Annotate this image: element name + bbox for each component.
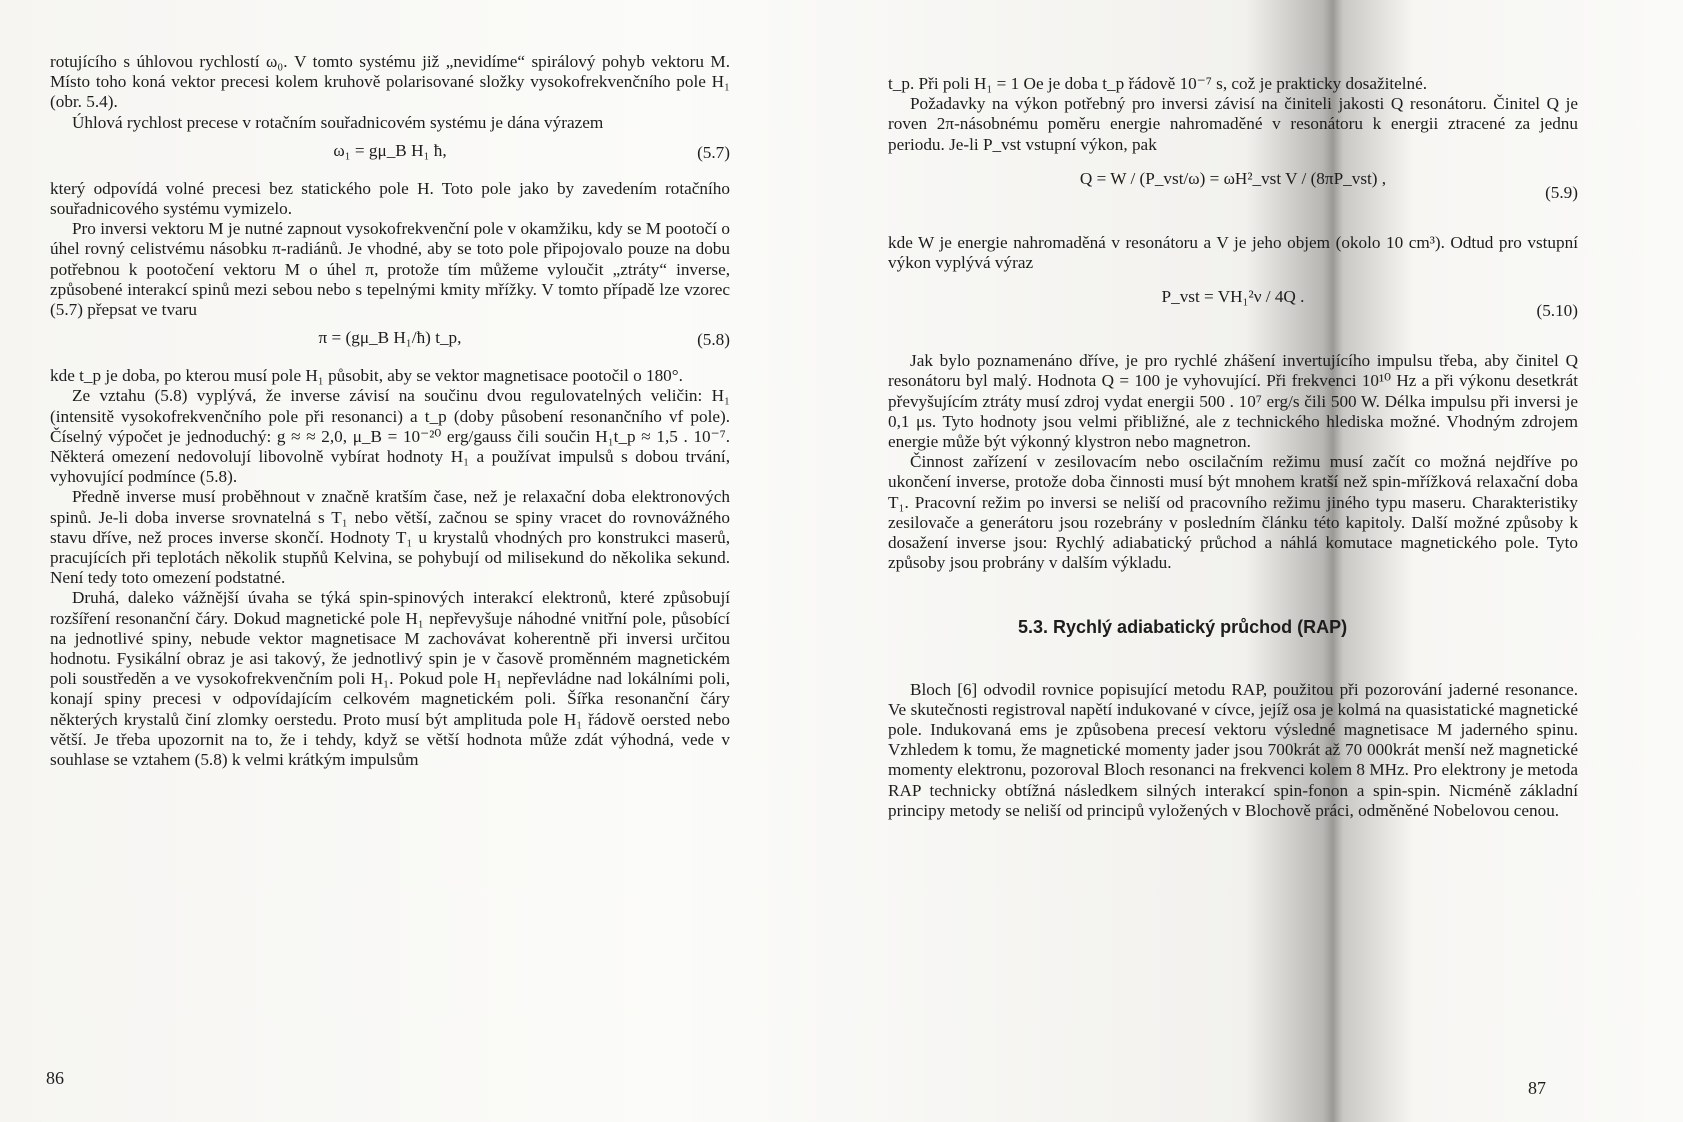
paragraph: Jak bylo poznamenáno dříve, je pro rychlé zhášení invertujícího impulsu třeba, aby činitel Q resonátoru byl malý. Hodnota Q = 100 je vyhovující. Při frekvenci 10¹⁰ Hz a při výkonu desetkrát převyšujícím ztráty musí zdroj vydat energii 500 . 10⁷ erg/s čili 500 W. Délka impulsu při inversi je 0,1 μs. Tyto hodnoty jsou velmi přibližné, ale z technického hlediska možné. Vhodným zdrojem energie může být výkonný klystron nebo magnetron. (888, 351, 1578, 452)
equation-formula: ω₁ = gμ_B H₁ ħ, (333, 140, 447, 160)
equation-5-7 (50, 141, 730, 167)
paragraph: který odpovídá volné precesi bez statického pole H. Toto pole jako by zavedením rotačního souřadnicového systému vymizelo. (50, 178, 730, 219)
equation-5-8 (50, 328, 730, 354)
equation-number: (5.7) (697, 142, 730, 162)
paragraph: Úhlová rychlost precese v rotačním souřadnicovém systému je dána výrazem (72, 112, 604, 132)
equation-5-9 (888, 169, 1578, 217)
paragraph: Druhá, daleko vážnější úvaha se týká spin-spinových interakcí elektronů, které způsobují rozšíření resonanční čáry. Dokud magnetické pole H₁ nepřevyšuje náhodné vnitřní pole, působící na jednotlivé spiny, nebude vektor magnetisace M zachovávat koherentně při inversi určitou hodnotu. Fysikální obraz je asi takový, že jednotlivý spin je v časově proměnném magnetickém poli soustředěn a ve vysokofrekvenčním poli H₁. Pokud pole H₁ nepřevládne nad lokálními poli, konají spiny precesi v odpovídajícím celkovém magnetickém poli. Šířka resonanční čáry některých krystalů činí zlomky oerstedu. Proto musí být amplituda pole H₁ řádově oersted nebo větší. Je třeba upozornit na to, že i tehdy, když se větší hodnota může zdát výhodná, vede v souhlase se vztahem (5.8) k velmi krátkým impulsům (50, 588, 730, 770)
paragraph: Činnost zařízení v zesilovacím nebo oscilačním režimu musí začít co možná nejdříve po ukončení inverse, protože doba činnosti musí být mnohem kratší než spin-mřížková relaxační doba T₁. Pracovní režim po inversi se neliší od pracovního režimu jiného typu maseru. Charakteristiky zesilovače a generátoru jsou rozebrány v posledním článku této kapitoly. Další možné způsoby k dosažení inverse jsou: Rychlý adiabatický průchod a náhlá komutace magnetického pole. Tyto způsoby jsou probrány v dalším výkladu. (888, 452, 1578, 573)
page-number: 87 (1528, 1078, 1546, 1098)
page-number: 86 (46, 1068, 64, 1088)
paragraph: Požadavky na výkon potřebný pro inversi závisí na činiteli jakosti Q resonátoru. Činitel Q je roven 2π-násobnému poměru energie nahromaděné v resonátoru k energii ztracené za jednu periodu. Je-li P_vst vstupní výkon, pak (888, 94, 1578, 154)
equation-formula: P_vst = VH₁²ν / 4Q . (1161, 287, 1305, 307)
left-text-column (50, 52, 730, 770)
paragraph: Předně inverse musí proběhnout v značně kratším čase, než je relaxační doba elektronových spinů. Je-li doba inverse srovnatelná s T₁ nebo větší, začnou se spiny vracet do rovnovážného stavu dříve, než proces inverse skončí. Hodnoty T₁ u krystalů vhodných pro konstrukci maserů, pracujících při teplotách několik stupňů Kelvina, se pohybují od milisekund do několika sekund. Není tedy toto omezení podstatné. (50, 487, 730, 588)
paragraph: kde W je energie nahromaděná v resonátoru a V je jeho objem (okolo 10 cm³). Odtud pro vstupní výkon vyplývá výraz (888, 232, 1578, 273)
section-heading: 5.3. Rychlý adiabatický průchod (RAP) (1018, 617, 1348, 638)
paragraph: Ze vztahu (5.8) vyplývá, že inverse závisí na součinu dvou regulovatelných veličin: H₁ (intensitě vysokofrekvenčního pole při resonanci) a t_p (doby působení resonančního vf pole). Číselný výpočet je jednoduchý: g ≈ ≈ 2,0, μ_B = 10⁻²⁰ erg/gauss čili součin H₁t_p ≈ 1,5 . 10⁻⁷. Některá omezení nedovolují libovolně vybírat hodnoty H₁ a používat impulsů s dobou trvání, vyhovující podmínce (5.8). (50, 386, 730, 487)
right-page (860, 0, 1683, 1122)
paragraph: t_p. Při poli H₁ = 1 Oe je doba t_p řádově 10⁻⁷ s, což je prakticky dosažitelné. (888, 74, 1428, 93)
paragraph: Pro inversi vektoru M je nutné zapnout vysokofrekvenční pole v okamžiku, kdy se M pootočí o úhel rovný celistvému násobku π-radiánů. Je vhodné, aby se toto pole připojovalo pouze na dobu potřebnou k pootočení vektoru M o úhel π, protože tím můžeme vyloučit „ztráty“ inverse, způsobené interakcí spinů mezi sebou nebo s tepelnými kmity mřížky. V tomto případě lze vzorec (5.7) přepsat ve tvaru (50, 219, 730, 320)
paragraph: rotujícího s úhlovou rychlostí ω₀. V tomto systému již „nevidíme“ spirálový pohyb vektoru M. Místo toho koná vektor precesi kolem kruhově polarisované složky vysokofrekvenčního pole H₁ (obr. 5.4). (50, 52, 730, 112)
equation-formula: Q = W / (P_vst/ω) = ωH²_vst V / (8πP_vst) , (1079, 168, 1387, 188)
paragraph: Bloch [6] odvodil rovnice popisující metodu RAP, použitou při pozorování jaderné resonance. Ve skutečnosti registroval napětí indukované v cívce, jejíž osa je kolmá na quasistatické magnetické pole. Indukovaná ems je způsobena precesí vektoru výsledné magnetisace M jaderného spinu. Vzhledem k tomu, že magnetické momenty jader jsou 700krát až 70 000krát menší než magnetické momenty elektronu, pozoroval Bloch resonanci na frekvenci kolem 8 MHz. Pro elektrony je metoda RAP technicky obtížná následkem silných interakcí spin-fonon a spin-spin. Nicméně základní principy metody se neliší od principů vyložených v Blochově práci, odměněné Nobelovou cenou. (888, 679, 1578, 820)
right-text-column (888, 74, 1578, 821)
equation-number: (5.10) (1536, 301, 1578, 321)
equation-formula: π = (gμ_B H₁/ħ) t_p, (318, 328, 462, 348)
equation-number: (5.8) (697, 330, 730, 350)
paragraph: kde t_p je doba, po kterou musí pole H₁ působit, aby se vektor magnetisace pootočil o 180°. (50, 366, 683, 386)
equation-number: (5.9) (1545, 182, 1578, 202)
left-page (0, 0, 820, 1122)
equation-5-10 (888, 287, 1578, 335)
